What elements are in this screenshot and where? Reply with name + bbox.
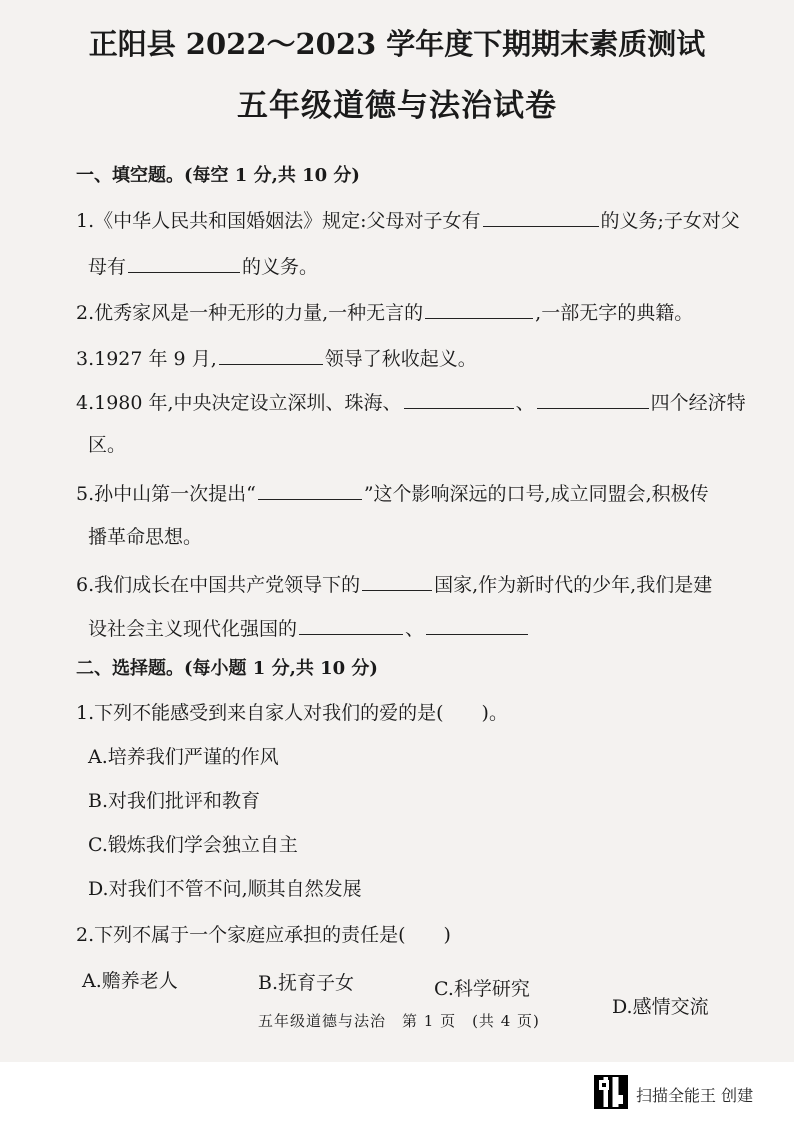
q1-option-d[interactable]: D.对我们不管不问,顺其自然发展	[88, 878, 362, 900]
fill-q3	[76, 344, 477, 372]
q5-blank[interactable]	[258, 479, 362, 500]
choice-q2: 2.下列不属于一个家庭应承担的责任是( )	[76, 924, 451, 946]
q1-option-c[interactable]: C.锻炼我们学会独立自主	[88, 834, 298, 856]
page-footer: 五年级道德与法治 第 1 页 (共 4 页)	[258, 1012, 540, 1030]
fill-q5-line2: 播革命思想。	[88, 526, 203, 548]
section1-heading: 一、填空题。(每空 1 分,共 10 分)	[76, 165, 360, 186]
q2-option-b[interactable]: B.抚育子女	[258, 972, 355, 994]
fill-q1-line1	[76, 206, 740, 234]
q1-text-d: 的义务。	[242, 256, 319, 278]
fill-q2	[76, 298, 693, 326]
q6-blank-3[interactable]	[426, 614, 528, 635]
q3-text-b: 领导了秋收起义。	[324, 348, 477, 370]
fill-q4-line2: 区。	[88, 434, 127, 456]
choice-q1: 1.下列不能感受到来自家人对我们的爱的是( )。	[76, 702, 508, 724]
q1-text-a: 1.《中华人民共和国婚姻法》规定:父母对子女有	[76, 210, 481, 232]
q2-text-a: 2.优秀家风是一种无形的力量,一种无言的	[76, 302, 424, 324]
qr-code-icon	[594, 1075, 628, 1109]
q1-blank-1[interactable]	[483, 206, 599, 227]
q2-option-c[interactable]: C.科学研究	[434, 978, 530, 1000]
q6-text-d: 、	[405, 618, 425, 640]
q1-option-a[interactable]: A.培养我们严谨的作风	[88, 746, 279, 768]
scanner-credit: 扫描全能王 创建	[636, 1086, 754, 1105]
fill-q6-line1	[76, 570, 712, 598]
q6-blank-2[interactable]	[299, 614, 403, 635]
q1-text-b: 的义务;子女对父	[600, 210, 740, 232]
q6-text-a: 6.我们成长在中国共产党领导下的	[76, 574, 361, 596]
q5-text-b: ”这个影响深远的口号,成立同盟会,积极传	[363, 483, 709, 505]
q3-blank[interactable]	[219, 344, 323, 365]
q1-text-c: 母有	[88, 256, 127, 278]
fill-q4-line1	[76, 388, 746, 416]
q2-blank[interactable]	[425, 298, 533, 319]
exam-subtitle: 五年级道德与法治试卷	[237, 88, 557, 124]
fill-q1-line2	[88, 252, 318, 280]
q4-text-c: 四个经济特	[650, 392, 746, 414]
q4-blank-2[interactable]	[537, 388, 649, 409]
q5-text-a: 5.孙中山第一次提出“	[76, 483, 256, 505]
q3-text-a: 3.1927 年 9 月,	[76, 348, 217, 370]
q1-blank-2[interactable]	[128, 252, 240, 273]
q6-blank-1[interactable]	[362, 570, 432, 591]
fill-q6-line2	[88, 614, 530, 642]
q4-blank-1[interactable]	[404, 388, 514, 409]
fill-q5-line1	[76, 479, 709, 507]
q4-text-b: 、	[515, 392, 535, 414]
q6-text-b: 国家,作为新时代的少年,我们是建	[434, 574, 713, 596]
section2-heading: 二、选择题。(每小题 1 分,共 10 分)	[76, 658, 378, 679]
exam-title: 正阳县 2022～2023 学年度下期期末素质测试	[88, 27, 706, 61]
q2-text-b: ,一部无字的典籍。	[535, 302, 694, 324]
q1-option-b[interactable]: B.对我们批评和教育	[88, 790, 261, 812]
q6-text-c: 设社会主义现代化强国的	[88, 618, 298, 640]
q2-option-d[interactable]: D.感情交流	[612, 996, 709, 1018]
q2-option-a[interactable]: A.赡养老人	[82, 970, 178, 992]
q4-text-a: 4.1980 年,中央决定设立深圳、珠海、	[76, 392, 402, 414]
